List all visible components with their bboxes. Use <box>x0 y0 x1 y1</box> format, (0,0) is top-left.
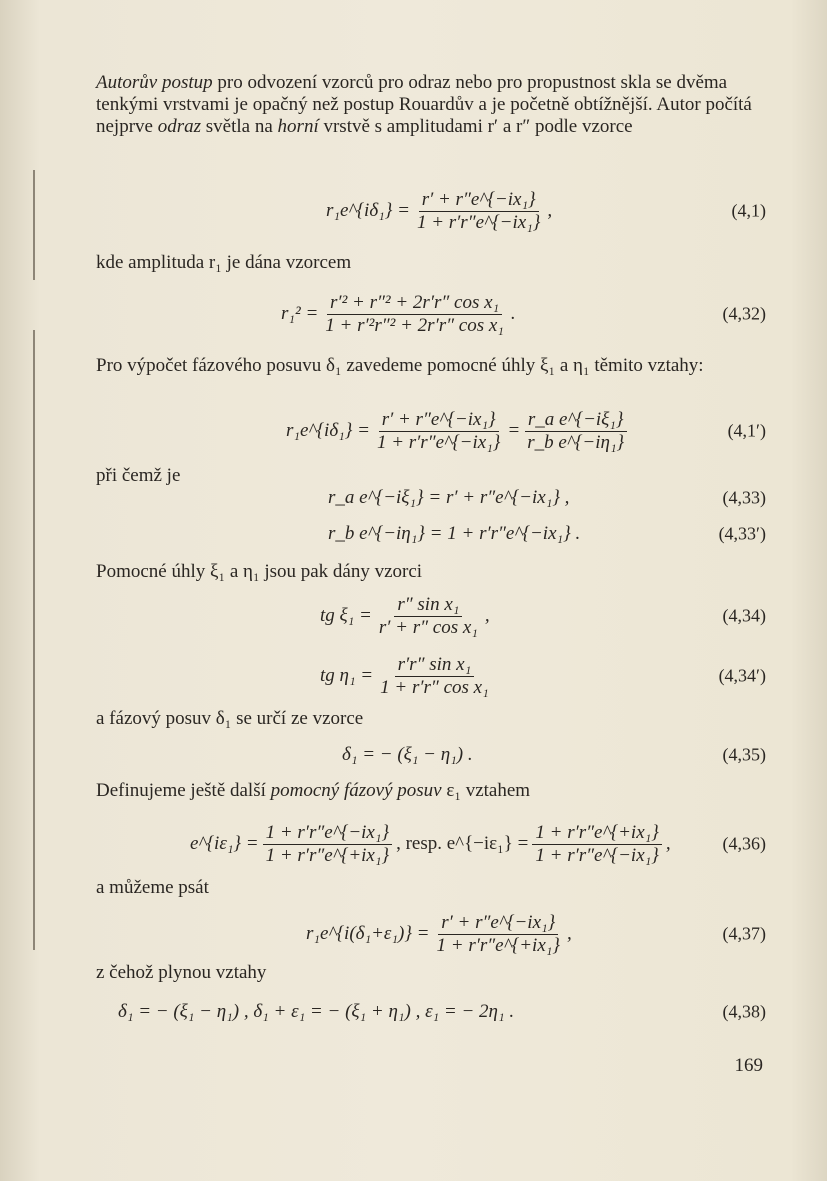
denominator: 1 + r′r″e^{−ix₁} <box>376 431 501 453</box>
eq-tail: , <box>566 923 572 944</box>
eq-body: δ₁ = − (ξ₁ − η₁) . <box>342 744 473 765</box>
eq-tail: . <box>510 303 516 324</box>
equation-number: (4,34) <box>722 605 766 626</box>
numerator: 1 + r′r″e^{+ix₁} <box>532 823 661 845</box>
text-span: ε₁ vztahem <box>441 780 531 801</box>
paragraph: z čehož plynou vztahy <box>96 962 267 983</box>
fraction <box>434 913 563 956</box>
equation-4-37 <box>96 910 766 958</box>
equation-4-1 <box>96 189 766 233</box>
eq-tail: , <box>665 833 671 854</box>
italic-phrase: horní <box>277 116 319 137</box>
eq-lhs: r₁² = <box>281 303 319 324</box>
eq-body: r_b e^{−iη₁} = 1 + r′r″e^{−ix₁} . <box>328 523 581 544</box>
fraction <box>524 410 627 453</box>
denominator: 1 + r′r″e^{+ix₁} <box>265 844 390 866</box>
text-span: pro odvození vzorců pro odraz nebo pro propustnost skla se dvěma tenkými vrstvami je opačný než postup Rouardův a je početně obtížnější. Autor počítá nejprve <box>96 72 752 137</box>
numerator: r″ sin x₁ <box>394 595 462 617</box>
fraction <box>532 823 661 866</box>
text-span: vrstvě s amplitudami r′ a r″ podle vzorce <box>318 116 633 137</box>
denominator: r′ + r″ cos x₁ <box>378 616 478 638</box>
paragraph: kde amplituda r₁ je dána vzorcem <box>96 252 352 273</box>
eq-lhs: e^{iε₁} = <box>190 833 259 854</box>
equation-number: (4,1′) <box>727 420 766 441</box>
eq-lhs: tg η₁ = <box>320 665 374 686</box>
equation-4-38 <box>96 990 766 1034</box>
italic-phrase: Autorův postup <box>96 72 213 93</box>
paragraph: Pro výpočet fázového posuvu δ₁ zavedeme pomocné úhly ξ₁ a η₁ těmito vztahy: <box>96 355 704 376</box>
eq-mid: = <box>507 420 521 441</box>
equation-number: (4,32) <box>722 303 766 324</box>
denominator: 1 + r′r″ cos x₁ <box>380 676 489 698</box>
eq-lhs: r₁e^{iδ₁} = <box>326 200 410 221</box>
italic-phrase: pomocný fázový posuv <box>270 780 442 801</box>
eq-tail: , <box>547 200 553 221</box>
paragraph: a můžeme psát <box>96 877 209 898</box>
eq-tail: , <box>484 605 490 626</box>
denominator: 1 + r′r″e^{−ix₁} <box>416 211 541 233</box>
numerator: r′ + r″e^{−ix₁} <box>438 913 558 935</box>
numerator: r′r″ sin x₁ <box>395 655 475 677</box>
numerator: r′ + r″e^{−ix₁} <box>419 190 539 212</box>
eq-mid: , resp. e^{−iε₁} = <box>396 833 529 854</box>
equation-number: (4,35) <box>722 744 766 765</box>
fraction <box>377 655 492 698</box>
denominator: 1 + r′r″e^{−ix₁} <box>535 844 659 866</box>
equation-4-35 <box>96 733 766 777</box>
numerator: r′² + r″² + 2r′r″ cos x₁ <box>327 293 502 315</box>
margin-mark <box>33 330 35 950</box>
fraction <box>374 410 503 453</box>
equation-4-33-prime <box>96 512 766 556</box>
numerator: r′ + r″e^{−ix₁} <box>379 410 499 432</box>
paragraph: při čemž je <box>96 465 181 486</box>
eq-body: δ₁ = − (ξ₁ − η₁) , δ₁ + ε₁ = − (ξ₁ + η₁) , ε₁ = − 2η₁ . <box>118 1001 515 1022</box>
equation-4-34 <box>96 592 766 640</box>
eq-lhs: r₁e^{i(δ₁+ε₁)} = <box>306 923 430 944</box>
paragraph <box>96 780 766 802</box>
margin-mark <box>33 170 35 280</box>
page-number: 169 <box>734 1055 763 1076</box>
denominator: 1 + r′²r″² + 2r′r″ cos x₁ <box>325 314 504 336</box>
equation-4-34-prime <box>96 652 766 700</box>
equation-number: (4,34′) <box>718 665 766 686</box>
equation-number: (4,33′) <box>718 523 766 544</box>
paragraph: Pomocné úhly ξ₁ a η₁ jsou pak dány vzorci <box>96 561 423 582</box>
equation-4-36 <box>96 820 766 868</box>
fraction <box>376 595 481 638</box>
fraction <box>263 823 392 866</box>
equation-number: (4,36) <box>722 833 766 854</box>
paragraph-intro <box>96 72 766 138</box>
eq-lhs: r₁e^{iδ₁} = <box>286 420 370 441</box>
text-span: světla na <box>201 116 278 137</box>
text-span: Definujeme ještě další <box>96 780 271 801</box>
denominator: r_b e^{−iη₁} <box>527 431 625 453</box>
equation-number: (4,38) <box>722 1001 766 1022</box>
equation-number: (4,1) <box>731 200 766 221</box>
equation-4-1-prime <box>96 409 766 453</box>
eq-body: r_a e^{−iξ₁} = r′ + r″e^{−ix₁} , <box>328 487 570 508</box>
numerator: r_a e^{−iξ₁} <box>525 410 627 432</box>
equation-number: (4,33) <box>722 487 766 508</box>
denominator: 1 + r′r″e^{+ix₁} <box>436 934 560 956</box>
fraction <box>414 190 543 233</box>
equation-number: (4,37) <box>722 923 766 944</box>
equation-4-32 <box>96 292 766 336</box>
eq-lhs: tg ξ₁ = <box>320 605 372 626</box>
fraction <box>322 293 507 336</box>
italic-phrase: odraz <box>157 116 202 137</box>
paragraph: a fázový posuv δ₁ se určí ze vzorce <box>96 708 364 729</box>
numerator: 1 + r′r″e^{−ix₁} <box>263 823 392 845</box>
